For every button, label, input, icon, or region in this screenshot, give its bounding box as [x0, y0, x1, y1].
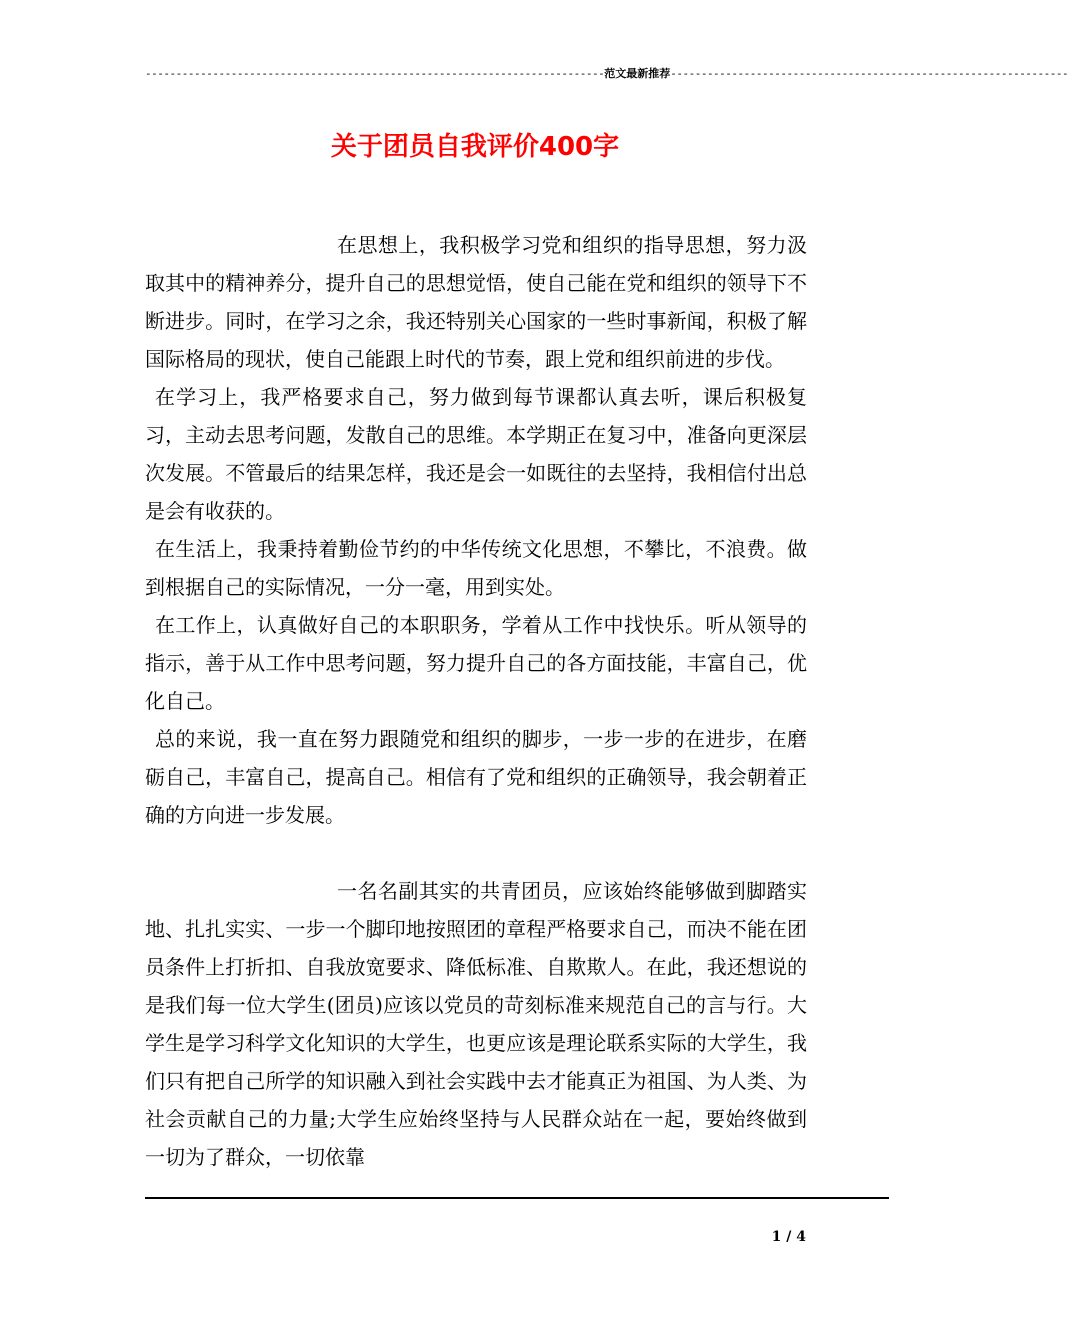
- page-current: 1: [771, 1229, 782, 1245]
- page-header: [145, 66, 1068, 82]
- page-total: 4: [796, 1229, 806, 1245]
- paragraph-3: 在生活上，我秉持着勤俭节约的中华传统文化思想，不攀比，不浪费。做到根据自己的实际情况，一分一毫，用到实处。: [145, 537, 807, 599]
- document-body: [145, 226, 807, 1176]
- footer-rule: [145, 1197, 889, 1199]
- header-left-dashes: ---------------------------------------------------------------------------: [145, 67, 605, 80]
- paragraph-5: 总的来说，我一直在努力跟随党和组织的脚步，一步一步的在进步，在磨砺自己，丰富自己，提高自己。相信有了党和组织的正确领导，我会朝着正确的方向进一步发展。: [145, 727, 807, 827]
- header-right-dashes: -----------------------------------------------------------------: [670, 67, 1068, 80]
- document-title: 关于团员自我评价400字: [330, 132, 620, 162]
- paragraph-gap: [145, 834, 807, 872]
- page-number: [740, 1229, 806, 1245]
- paragraph-6: 一名名副其实的共青团员，应该始终能够做到脚踏实地、扎扎实实、一步一个脚印地按照团的章程严格要求自己，而决不能在团员条件上打折扣、自我放宽要求、降低标准、自欺欺人。在此，我还想说的是我们每一位大学生(团员)应该以党员的苛刻标准来规范自己的言与行。大学生是学习科学文化知识的大学生，也更应该是理论联系实际的大学生，我们只有把自己所学的知识融入到社会实践中去才能真正为祖国、为人类、为社会贡献自己的力量;大学生应始终坚持与人民群众站在一起，要始终做到一切为了群众，一切依靠: [145, 879, 807, 1169]
- paragraph-1: 在思想上，我积极学习党和组织的指导思想，努力汲取其中的精神养分，提升自己的思想觉悟，使自己能在党和组织的领导下不断进步。同时，在学习之余，我还特别关心国家的一些时事新闻，积极了解国际格局的现状，使自己能跟上时代的节奏，跟上党和组织前进的步伐。: [145, 233, 807, 371]
- paragraph-4: 在工作上，认真做好自己的本职职务，学着从工作中找快乐。听从领导的指示，善于从工作中思考问题，努力提升自己的各方面技能，丰富自己，优化自己。: [145, 613, 807, 713]
- page-separator: /: [781, 1229, 797, 1245]
- header-label: 范文最新推荐: [604, 67, 671, 80]
- paragraph-2: 在学习上，我严格要求自己，努力做到每节课都认真去听，课后积极复习，主动去思考问题，发散自己的思维。本学期正在复习中，准备向更深层次发展。不管最后的结果怎样，我还是会一如既往的去坚持，我相信付出总是会有收获的。: [145, 385, 807, 523]
